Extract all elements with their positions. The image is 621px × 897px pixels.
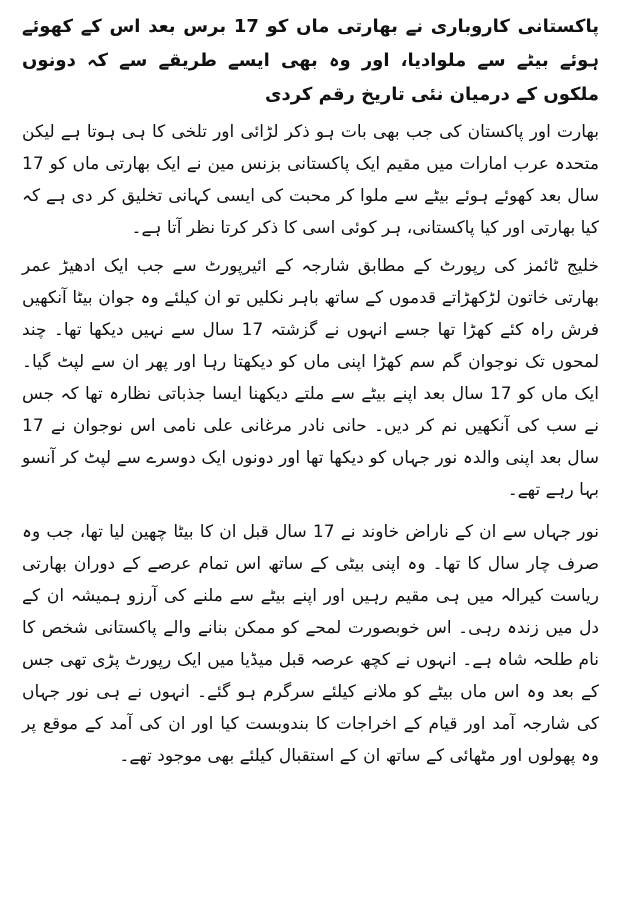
article-paragraph-2: خلیج ٹائمز کی رپورٹ کے مطابق شارجہ کے ائیرپورٹ سے جب ایک ادھیڑ عمر بھارتی خاتون لڑکھڑاتے قدموں کے ساتھ باہر نکلیں تو ان کیلئے وہ جوان بیٹا آنکھیں فرش راہ کئے کھڑا تھا جسے انہوں نے گزشتہ 17 سال سے نہیں دیکھا تھا۔ چند لمحوں تک نوجوان گم سم کھڑا اپنی ماں کو دیکھتا رہا اور پھر ان سے لپٹ گیا۔ ایک ماں کو 17 سال بعد اپنے بیٹے سے ملتے دیکھنا ایسا جذباتی نظارہ تھا کہ جس نے سب کی آنکھیں نم کر دیں۔ حانی نادر مرغانی علی نامی اس نوجوان نے 17 سال بعد اپنی والدہ نور جہاں کو دیکھا تھا اور دونوں ایک دوسرے سے لپٹ کر آنسو بہا رہے تھے۔	[22, 256, 599, 500]
article-paragraph-3: نور جہاں سے ان کے ناراض خاوند نے 17 سال قبل ان کا بیٹا چھین لیا تھا، جب وہ صرف چار سال کا تھا۔ وہ اپنی بیٹی کے ساتھ اس تمام عرصے کے دوران بھارتی ریاست کیرالہ میں ہی مقیم رہیں اور اپنے بیٹے سے ملنے کی آرزو ہمیشہ ان کے دل میں زندہ رہی۔ اس خوبصورت لمحے کو ممکن بنانے والے پاکستانی شخص کا نام طلحہ شاہ ہے۔ انہوں نے کچھ عرصہ قبل میڈیا میں ایک رپورٹ پڑی تھی جس کے بعد وہ اس ماں بیٹے کو ملانے کیلئے سرگرم ہو گئے۔ انہوں نے ہی نور جہاں کی شارجہ آمد اور قیام کے اخراجات کا بندوبست کیا اور ان کی آمد کے موقع پر وہ پھولوں اور مٹھائی کے ساتھ ان کے استقبال کیلئے بھی موجود تھے۔	[22, 522, 600, 766]
article-paragraph-1: بھارت اور پاکستان کی جب بھی بات ہو ذکر لڑائی اور تلخی کا ہی ہوتا ہے لیکن متحدہ عرب امارات میں مقیم ایک پاکستانی بزنس مین نے ایک بھارتی ماں کو 17 سال بعد کھوئے ہوئے بیٹے سے ملوا کر محبت کی ایسی کہانی تخلیق کر دی ہے کہ کیا بھارتی اور کیا پاکستانی، ہر کوئی اسی کا ذکر کرتا نظر آتا ہے۔	[22, 122, 599, 238]
article-lead: پاکستانی کاروباری نے بھارتی ماں کو 17 برس بعد اس کے کھوئے ہوئے بیٹے سے ملوادیا، اور وہ بھی ایسے طریقے سے کہ دونوں ملکوں کے درمیان نئی تاریخ رقم کردی	[22, 16, 599, 105]
